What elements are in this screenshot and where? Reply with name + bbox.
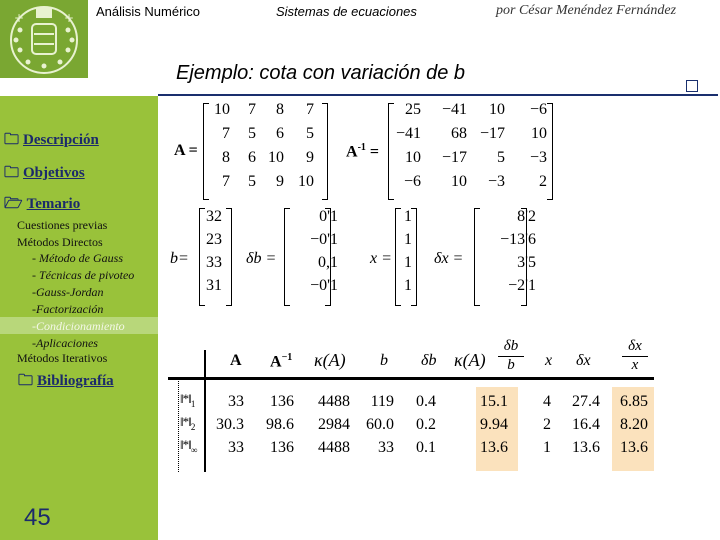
table-header-rule — [168, 377, 654, 380]
matrix-a-cell: 6 — [276, 125, 284, 142]
table-cell: 6.85 — [620, 393, 648, 410]
sidebar-sub-cuestiones[interactable]: Cuestiones previas — [17, 218, 108, 232]
matrix-ainv-cell: −17 — [441, 149, 467, 166]
table-cell: 0.1 — [416, 439, 436, 456]
sidebar-sub-metodos-iterativos[interactable]: Métodos Iterativos — [17, 351, 108, 365]
table-cell: 13.6 — [572, 439, 600, 456]
equals-sign: = — [188, 142, 198, 159]
folder-open-icon: 🗁 — [4, 196, 23, 212]
table-cell: 27.4 — [572, 393, 600, 410]
table-cell: 136 — [270, 439, 294, 456]
matrix-ainv-cell: −3 — [487, 173, 505, 190]
sidebar-item-label: Bibliografía — [37, 373, 114, 389]
table-cell: 8.20 — [620, 416, 648, 433]
matrix-a-cell: 6 — [248, 149, 256, 166]
vec-db-label — [246, 250, 276, 268]
matrix-ainv-cell: −17 — [479, 125, 505, 142]
sidebar-item-temario[interactable] — [4, 193, 80, 218]
table-cell: 1 — [543, 439, 551, 456]
sidebar-sub-gauss[interactable]: - Método de Gauss — [32, 251, 123, 265]
sidebar-item-label: Temario — [26, 196, 81, 212]
label-b: b — [170, 250, 178, 267]
matrix-a-cell: 10 — [268, 149, 284, 166]
table-cell: 60.0 — [366, 416, 394, 433]
equals-sign: = — [452, 250, 464, 267]
col-header-kappa: κ(A) — [314, 350, 346, 370]
equals-sign: = — [178, 250, 189, 267]
table-cell: 136 — [270, 393, 294, 410]
matrix-a-cell: 5 — [248, 173, 256, 190]
col-header-ainv — [270, 352, 292, 371]
bracket-right — [226, 208, 232, 306]
table-cell: 2 — [543, 416, 551, 433]
label-db: δb — [246, 250, 262, 267]
matrix-a-cell: 7 — [222, 173, 230, 190]
vector-x-cell: 1 — [404, 231, 412, 248]
sidebar-sub-aplicaciones[interactable]: -Aplicaciones — [32, 336, 98, 350]
vector-x-cell: 1 — [404, 208, 412, 225]
vector-dx-cell: 3'5 — [517, 254, 536, 271]
svg-text:+: + — [64, 11, 75, 25]
svg-text:+: + — [14, 11, 25, 25]
vec-dx-label — [434, 250, 463, 268]
table-cell: 16.4 — [572, 416, 600, 433]
rel-b-denom: b — [507, 357, 515, 373]
table-cell: 4488 — [318, 393, 350, 410]
matrix-ainv-cell: 10 — [405, 149, 421, 166]
col-header-x: x — [545, 352, 553, 369]
matrix-a-cell: 7 — [222, 125, 230, 142]
header-topic: Sistemas de ecuaciones — [276, 4, 417, 19]
sidebar-sub-metodos-directos[interactable]: Métodos Directos — [17, 235, 103, 249]
col-header-db: δb — [421, 352, 437, 369]
table-cell: 33 — [228, 439, 244, 456]
page-number: 45 — [24, 504, 51, 531]
matrix-ainv-cell: −41 — [441, 101, 467, 118]
vector-dx-cell: −2'1 — [508, 277, 536, 294]
norm-label: $‖*‖_2$ — [180, 414, 196, 432]
sidebar-sub-pivoteo[interactable]: - Técnicas de pivoteo — [32, 268, 135, 282]
table-cell: 13.6 — [480, 439, 508, 456]
matrix-a-cell: 8 — [276, 101, 284, 118]
table-cell: 30.3 — [216, 416, 244, 433]
matrix-a-label — [174, 142, 198, 160]
rel-x-denom: x — [631, 357, 639, 373]
table-cell: 2984 — [318, 416, 350, 433]
norm-label: $‖*‖_\infty$ — [180, 437, 198, 455]
folder-icon: 🗀 — [18, 373, 34, 389]
matrix-ainv-cell: −3 — [529, 149, 547, 166]
vector-dx-cell: 8'2 — [517, 208, 536, 225]
matrix-ainv-cell: −6 — [403, 173, 421, 190]
matrix-ainv-cell: 10 — [451, 173, 467, 190]
matrix-a-cell: 9 — [306, 149, 314, 166]
sidebar-item-label: Descripción — [23, 132, 99, 148]
vector-x-cell: 1 — [404, 277, 412, 294]
matrix-a-cell: 10 — [298, 173, 314, 190]
matrix-ainv-label — [346, 142, 379, 161]
matrix-ainv-cell: −6 — [529, 101, 547, 118]
folder-icon: 🗀 — [4, 132, 20, 148]
col-header-ainv-base: A — [270, 353, 282, 371]
matrix-ainv-cell: 10 — [531, 125, 547, 142]
bracket-left — [474, 208, 480, 306]
matrix-a-cell: 10 — [214, 101, 230, 118]
col-header-ainv-sup: −1 — [281, 352, 293, 363]
header-course: Análisis Numérico — [96, 4, 201, 19]
matrix-ainv-cell: 10 — [489, 101, 505, 118]
vector-b-cell: 33 — [206, 254, 222, 271]
table-cell: 33 — [378, 439, 394, 456]
label-ainv-sup: -1 — [357, 142, 366, 153]
rel-x-numer: δx — [628, 338, 642, 354]
equals-sign: = — [381, 250, 392, 267]
vector-x-cell: 1 — [404, 254, 412, 271]
equals-sign: = — [265, 250, 277, 267]
bracket-right — [547, 103, 553, 200]
header-author: por César Menéndez Fernández — [496, 3, 677, 18]
matrix-a-cell: 5 — [306, 125, 314, 142]
vector-db-cell: −0'1 — [310, 231, 338, 248]
matrix-a-cell: 8 — [222, 149, 230, 166]
col-header-rel-x — [622, 338, 648, 374]
title-divider — [158, 94, 718, 96]
vector-db-cell: 0,1 — [318, 254, 338, 271]
nav-square-icon[interactable] — [686, 80, 698, 92]
matrix-a-cell: 7 — [248, 101, 256, 118]
table-cell: 13.6 — [620, 439, 648, 456]
col-header-kappa-2: κ(A) — [454, 350, 486, 370]
sidebar-item-descripcion[interactable] — [4, 129, 99, 154]
col-header-b: b — [380, 352, 388, 369]
label-x: x — [370, 250, 378, 267]
vector-b-cell: 31 — [206, 277, 222, 294]
matrix-ainv-cell: −41 — [395, 125, 421, 142]
matrix-ainv-cell: 5 — [497, 149, 505, 166]
table-cell: 15.1 — [480, 393, 508, 410]
equals-sign: = — [369, 143, 380, 161]
label-ainv: A — [346, 143, 358, 161]
table-cell: 0.2 — [416, 416, 436, 433]
vector-dx-cell: −13'6 — [500, 231, 536, 248]
sidebar-sub-factorizacion[interactable]: -Factorización — [32, 302, 104, 316]
sidebar-sub-gauss-jordan[interactable]: -Gauss-Jordan — [32, 285, 104, 299]
vector-b-cell: 23 — [206, 231, 222, 248]
label-a: A — [174, 142, 185, 159]
table-cell: 33 — [228, 393, 244, 410]
vector-db-cell: 0'1 — [319, 208, 338, 225]
bracket-right — [322, 103, 328, 200]
matrix-ainv-cell: 2 — [539, 173, 547, 190]
sidebar-item-bibliografia[interactable] — [18, 370, 114, 395]
label-dx: δx — [434, 250, 449, 267]
table-cell: 119 — [370, 393, 394, 410]
matrix-ainv-cell: 68 — [451, 125, 467, 142]
vector-b-cell: 32 — [206, 208, 222, 225]
rel-b-numer: δb — [503, 338, 519, 354]
col-header-dx: δx — [576, 352, 591, 369]
university-logo — [0, 0, 88, 78]
sidebar-item-label: Objetivos — [23, 165, 85, 181]
col-header-rel-b — [498, 338, 524, 374]
table-cell: 0.4 — [416, 393, 436, 410]
table-cell: 4488 — [318, 439, 350, 456]
matrix-ainv-cell: 25 — [405, 101, 421, 118]
vec-b-label — [170, 250, 189, 268]
matrix-a-cell: 5 — [248, 125, 256, 142]
sidebar-sub-condicionamiento[interactable]: -Condicionamiento — [32, 319, 125, 333]
matrix-a-cell: 7 — [306, 101, 314, 118]
matrix-a-cell: 9 — [276, 173, 284, 190]
table-cell: 9.94 — [480, 416, 508, 433]
slide-title: Ejemplo: cota con variación de b — [176, 62, 466, 84]
sidebar-item-objetivos[interactable] — [4, 162, 85, 187]
table-cell: 98.6 — [266, 416, 294, 433]
vector-db-cell: −0'1 — [310, 277, 338, 294]
table-cell: 4 — [543, 393, 551, 410]
folder-icon: 🗀 — [4, 165, 20, 181]
norm-label: $‖*‖_1$ — [180, 391, 196, 409]
col-header-a: A — [230, 352, 242, 369]
